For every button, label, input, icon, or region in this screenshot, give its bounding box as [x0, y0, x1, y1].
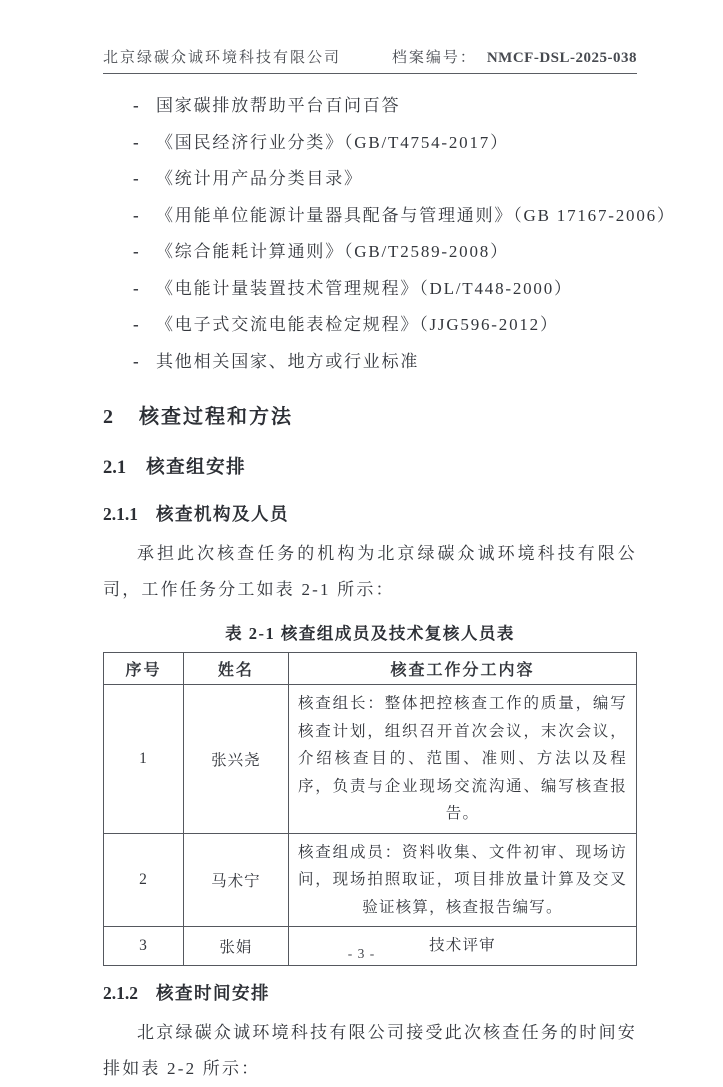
cell-name: 张娟	[183, 927, 288, 966]
page-number: - 3 -	[347, 946, 376, 961]
paragraph-schedule: 北京绿碳众诚环境科技有限公司接受此次核查任务的时间安排如表 2-2 所示：	[103, 1022, 637, 1078]
reference-text: 其他相关国家、地方或行业标准	[156, 351, 420, 371]
dash-bullet: -	[133, 351, 139, 371]
dash-bullet: -	[133, 96, 139, 115]
dash-bullet: -	[133, 315, 139, 334]
archive-label: 档案编号：	[391, 50, 477, 66]
reference-text: 国家碳排放帮助平台百问百答	[156, 96, 401, 115]
cell-name: 张兴尧	[183, 685, 288, 834]
reference-item	[103, 198, 676, 235]
cell-no: 2	[104, 833, 184, 927]
reference-text: 《电子式交流电能表检定规程》（JJG596-2012）	[156, 315, 559, 334]
section-heading-2-1	[103, 453, 637, 479]
archive-number: NMCF-DSL-2025-038	[486, 50, 637, 66]
table-header-row	[104, 653, 637, 685]
archive-info	[392, 46, 637, 67]
section-number: 2.1	[103, 458, 127, 478]
section-heading-2-1-2	[103, 980, 637, 1005]
section-title: 核查过程和方法	[139, 406, 293, 428]
column-header-name: 姓名	[183, 653, 288, 685]
section-heading-2	[103, 400, 637, 429]
table-row	[104, 685, 637, 834]
section-heading-2-1-1	[103, 501, 637, 526]
reference-item	[103, 161, 637, 198]
reference-text: 《综合能耗计算通则》（GB/T2589-2008）	[156, 242, 509, 261]
reference-text: 《国民经济行业分类》（GB/T4754-2017）	[156, 132, 509, 152]
reference-item	[103, 271, 637, 308]
reference-text: 《用能单位能源计量器具配备与管理通则》（GB 17167-2006）	[156, 205, 676, 225]
table-row	[104, 833, 637, 927]
dash-bullet: -	[133, 205, 139, 225]
reference-item	[103, 88, 637, 125]
column-header-duty: 核查工作分工内容	[288, 653, 636, 685]
section-title: 核查时间安排	[156, 982, 270, 1003]
section-number: 2.1.1	[103, 504, 138, 524]
cell-no: 1	[104, 685, 184, 834]
cell-duty: 核查组长：整体把控核查工作的质量，编写核查计划，组织召开首次会议，末次会议，介绍核查目的、范围、准则、方法以及程序，负责与企业现场交流沟通、编写核查报告。	[288, 685, 636, 834]
section-title: 核查组安排	[146, 458, 247, 478]
section-number: 2.1.2	[103, 982, 138, 1003]
cell-duty: 核查组成员：资料收集、文件初审、现场访问，现场拍照取证，项目排放量计算及交叉验证核算，核查报告编写。	[288, 833, 636, 927]
dash-bullet: -	[133, 132, 139, 152]
company-name: 北京绿碳众诚环境科技有限公司	[103, 50, 342, 66]
members-table	[103, 652, 637, 966]
reference-item	[103, 234, 637, 271]
dash-bullet: -	[133, 278, 139, 298]
paragraph-agency: 承担此次核查任务的机构为北京绿碳众诚环境科技有限公司，工作任务分工如表 2-1 所示：	[103, 544, 637, 599]
cell-no: 3	[104, 927, 184, 966]
page-header	[103, 46, 637, 74]
reference-item	[103, 344, 637, 381]
reference-text: 《统计用产品分类目录》	[156, 169, 363, 188]
table-caption: 表 2-1 核查组成员及技术复核人员表	[225, 624, 515, 643]
cell-duty: 技术评审	[288, 927, 636, 966]
reference-text: 《电能计量装置技术管理规程》（DL/T448-2000）	[156, 278, 573, 298]
reference-item	[103, 307, 637, 344]
section-number: 2	[103, 406, 113, 428]
reference-list	[103, 88, 676, 380]
dash-bullet: -	[133, 242, 139, 261]
reference-item	[103, 125, 637, 162]
dash-bullet: -	[133, 169, 139, 188]
cell-name: 马术宁	[183, 833, 288, 927]
column-header-no: 序号	[104, 653, 184, 685]
section-title: 核查机构及人员	[156, 504, 289, 524]
